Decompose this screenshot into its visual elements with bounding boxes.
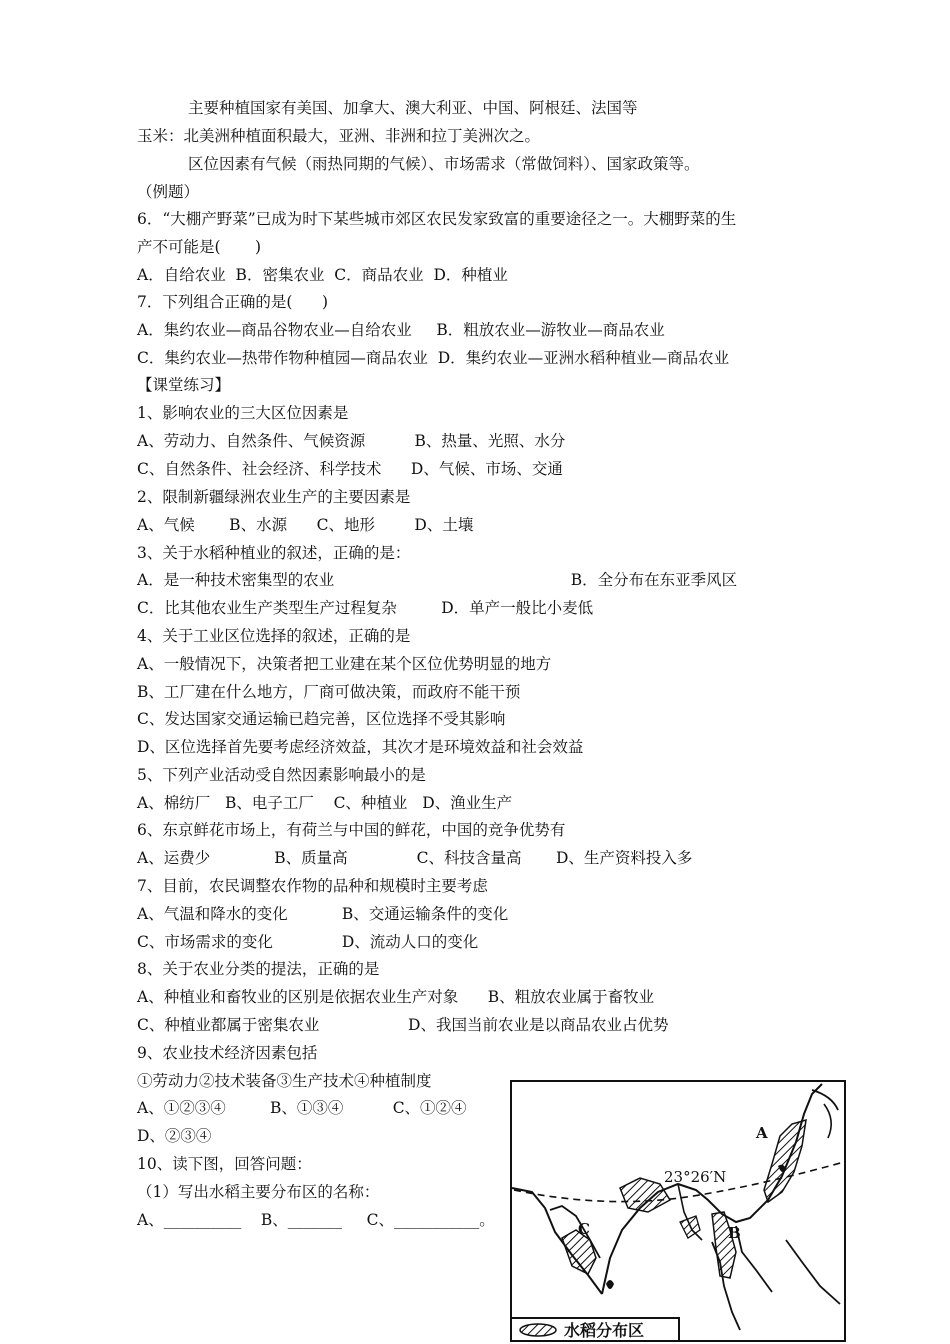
options-line: C、市场需求的变化 D、流动人口的变化: [137, 933, 479, 951]
legend-swatch: [520, 1324, 556, 1336]
latitude-label: 23°26′N: [664, 1168, 727, 1186]
options-line: C、自然条件、社会经济、科学技术 D、气候、市场、交通: [137, 460, 563, 478]
question-7b: 7、目前，农民调整农作物的品种和规模时主要考虑: [137, 877, 488, 895]
text-line: 主要种植国家有美国、加拿大、澳大利亚、中国、阿根廷、法国等: [188, 99, 638, 117]
options-line: A、种植业和畜牧业的区别是依据农业生产对象 B、粗放农业属于畜牧业: [137, 988, 655, 1006]
options-line: D、②③④: [137, 1127, 212, 1145]
options-line: A、①②③④ B、①③④ C、①②④: [137, 1099, 467, 1117]
options-line: A、运费少 B、质量高 C、科技含量高 D、生产资料投入多: [137, 849, 693, 867]
options-line: A、气候 B、水源 C、地形 D、土壤: [137, 516, 474, 534]
text-line: 玉米：北美洲种植面积最大，亚洲、非洲和拉丁美洲次之。: [137, 127, 541, 145]
text-line: 产不可能是( ): [137, 238, 262, 256]
options-line: A、气温和降水的变化 B、交通运输条件的变化: [137, 905, 509, 923]
text-line: 区位因素有气候（雨热同期的气候）、市场需求（常做饲料）、国家政策等。: [188, 155, 700, 173]
options-line: B、工厂建在什么地方，厂商可做决策，而政府不能干预: [137, 683, 521, 701]
text-line: （例题）: [137, 183, 200, 201]
question-6b: 6、东京鲜花市场上，有荷兰与中国的鲜花，中国的竞争优势有: [137, 821, 566, 839]
options-line: C．集约农业—热带作物种植园—商品农业 D．集约农业—亚洲水稻种植业—商品农业: [137, 349, 730, 367]
options-line: A．集约农业—商品谷物农业—自给农业 B．粗放农业—游牧业—商品农业: [137, 321, 665, 339]
options-line: A．自给农业 B．密集农业 C．商品农业 D．种植业: [137, 266, 508, 284]
options-line: A、棉纺厂 B、电子工厂 C、种植业 D、渔业生产: [137, 794, 513, 812]
options-line: C、发达国家交通运输已趋完善，区位选择不受其影响: [137, 710, 506, 728]
text-line: （1）写出水稻主要分布区的名称：: [137, 1183, 380, 1201]
options-line: A、一般情况下，决策者把工业建在某个区位优势明显的地方: [137, 655, 552, 673]
options-line: A．是一种技术密集型的农业 B．全分布在东亚季风区: [137, 571, 738, 589]
map-label-b: B: [728, 1224, 741, 1242]
question-5: 5、下列产业活动受自然因素影响最小的是: [137, 766, 426, 784]
question-10: 10、读下图，回答问题：: [137, 1155, 312, 1173]
question-4: 4、关于工业区位选择的叙述，正确的是: [137, 627, 411, 645]
map-label-a: A: [756, 1124, 768, 1142]
question-8: 8、关于农业分类的提法，正确的是: [137, 960, 380, 978]
section-heading: 【课堂练习】: [137, 376, 231, 394]
text-line: ①劳动力②技术装备③生产技术④种植制度: [137, 1072, 432, 1090]
options-line: C．比其他农业生产类型生产过程复杂 D．单产一般比小麦低: [137, 599, 594, 617]
question-3: 3、关于水稻种植业的叙述，正确的是：: [137, 544, 411, 562]
options-line: A、劳动力、自然条件、气候资源 B、热量、光照、水分: [137, 432, 566, 450]
question-7: 7．下列组合正确的是( ): [137, 293, 329, 311]
options-line: C、种植业都属于密集农业 D、我国当前农业是以商品农业占优势: [137, 1016, 669, 1034]
question-1: 1、影响农业的三大区位因素是: [137, 404, 349, 422]
options-line: D、区位选择首先要考虑经济效益，其次才是环境效益和社会效益: [137, 738, 584, 756]
answer-blanks: A、__________ B、_______ C、___________。: [137, 1211, 495, 1229]
question-2: 2、限制新疆绿洲农业生产的主要因素是: [137, 488, 411, 506]
legend-label: 水稻分布区: [564, 1321, 645, 1340]
map-frame: [511, 1081, 845, 1341]
rice-distribution-map: [510, 1080, 846, 1342]
map-label-c: C: [578, 1220, 590, 1238]
question-6: 6．“大棚产野菜”已成为时下某些城市郊区农民发家致富的重要途径之一。大棚野菜的生: [137, 210, 737, 228]
question-9: 9、农业技术经济因素包括: [137, 1044, 318, 1062]
